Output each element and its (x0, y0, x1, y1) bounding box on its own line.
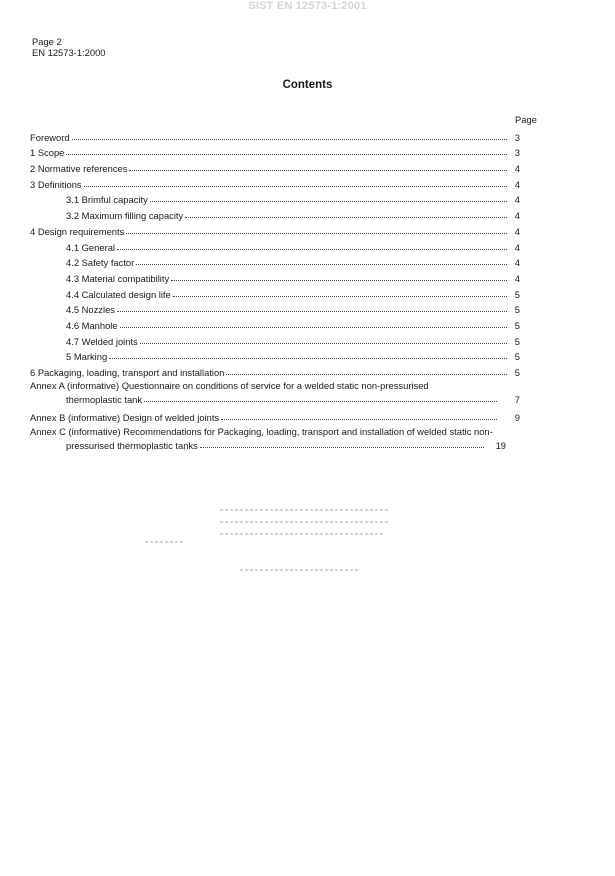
page-title: Contents (282, 79, 333, 91)
toc-entry[interactable] (30, 300, 520, 316)
leader-dots (136, 263, 507, 265)
toc-page-number: 4 (514, 225, 520, 237)
toc-entry-label: 4.2 Safety factor (66, 257, 135, 269)
toc-entry[interactable] (30, 347, 520, 363)
page-header (32, 36, 106, 58)
leader-dots (200, 446, 484, 448)
toc-entry[interactable] (30, 284, 520, 300)
toc-entry-label: 4.7 Welded joints (66, 335, 138, 347)
leader-dots (120, 326, 507, 328)
toc-entry[interactable] (30, 331, 520, 347)
page-column-label: Page (515, 114, 537, 125)
toc-entry-label: 6 Packaging, loading, transport and installation (30, 367, 225, 378)
toc-annex-label: Annex C (informative) Recommendations for Packaging, loading, transport and installation of welded static non- (30, 425, 493, 437)
toc-page-number: 5 (514, 319, 520, 331)
toc-entry[interactable] (30, 127, 520, 143)
leader-dots (129, 169, 507, 171)
toc-entry-label: 4.6 Manhole (66, 319, 118, 331)
toc-page-number: 3 (514, 147, 520, 159)
toc-page-number: 4 (514, 257, 520, 269)
toc-entry-label: 2 Normative references (30, 163, 128, 175)
toc-page-number: 4 (514, 163, 520, 175)
toc-entry-label: 4.1 General (66, 241, 115, 253)
toc-annex-label: Annex B (informative) Design of welded joints (30, 411, 220, 423)
leader-dots (109, 357, 507, 359)
toc-entry-label: 3.2 Maximum filling capacity (66, 210, 184, 222)
toc-entry[interactable] (30, 362, 520, 378)
toc-entry-label: 4.4 Calculated design life (66, 288, 171, 300)
toc-entry-label: 3 Definitions (30, 178, 82, 190)
table-of-contents (30, 127, 520, 451)
toc-page-number: 5 (514, 304, 520, 316)
toc-annex-a[interactable] (30, 380, 520, 405)
leader-dots (144, 400, 497, 402)
toc-entry[interactable] (30, 237, 520, 253)
document-id: EN 12573-1:2000 (32, 47, 106, 58)
toc-page-number: 5 (514, 335, 520, 347)
toc-entry[interactable] (30, 158, 520, 174)
faded-stamp-image (140, 490, 400, 590)
leader-dots (185, 216, 507, 218)
toc-page-number: 7 (514, 394, 520, 405)
toc-page-number: 4 (514, 194, 520, 206)
toc-annex-label-cont: thermoplastic tank (66, 394, 143, 405)
leader-dots (226, 373, 507, 375)
toc-page-number: 19 (495, 439, 506, 451)
toc-page-number: 3 (514, 131, 520, 143)
toc-entry[interactable] (30, 205, 520, 221)
leader-dots (84, 185, 507, 187)
toc-page-number: 4 (514, 178, 520, 190)
watermark: SIST EN 12573-1:2001 (248, 0, 367, 12)
toc-page-number: 5 (514, 351, 520, 363)
leader-dots (72, 138, 507, 140)
leader-dots (171, 279, 507, 281)
toc-page-number: 4 (514, 241, 520, 253)
toc-entry[interactable] (30, 221, 520, 237)
leader-dots (173, 295, 507, 297)
toc-entry-label: 5 Marking (66, 351, 108, 363)
toc-page-number: 4 (514, 272, 520, 284)
page-number: Page 2 (32, 36, 62, 47)
toc-entry[interactable] (30, 143, 520, 159)
toc-entry-label: 4 Design requirements (30, 225, 125, 237)
toc-entry[interactable] (30, 253, 520, 269)
toc-entry[interactable] (30, 190, 520, 206)
toc-entry[interactable] (30, 268, 520, 284)
toc-entry[interactable] (30, 315, 520, 331)
leader-dots (117, 248, 507, 250)
toc-entry-label: 4.3 Material compatibility (66, 272, 170, 284)
toc-annex-b[interactable] (30, 407, 520, 423)
leader-dots (117, 310, 507, 312)
toc-entry-label: 1 Scope (30, 147, 65, 159)
leader-dots (140, 342, 507, 344)
toc-entry-label: 4.5 Nozzles (66, 304, 115, 316)
toc-annex-c[interactable] (30, 426, 520, 451)
leader-dots (221, 418, 497, 420)
toc-annex-label-cont: pressurised thermoplastic tanks (66, 439, 198, 451)
toc-page-number: 4 (514, 210, 520, 222)
leader-dots (150, 200, 507, 202)
toc-entry-label: 3.1 Brimful capacity (66, 194, 148, 206)
toc-annex-label: Annex A (informative) Questionnaire on conditions of service for a welded static non-pressurised (30, 380, 429, 391)
toc-page-number: 5 (514, 288, 520, 300)
leader-dots (66, 153, 507, 155)
toc-entry[interactable] (30, 174, 520, 190)
leader-dots (126, 232, 507, 234)
toc-page-number: 5 (514, 367, 520, 378)
toc-page-number: 9 (514, 411, 520, 423)
toc-entry-label: Foreword (30, 131, 70, 143)
